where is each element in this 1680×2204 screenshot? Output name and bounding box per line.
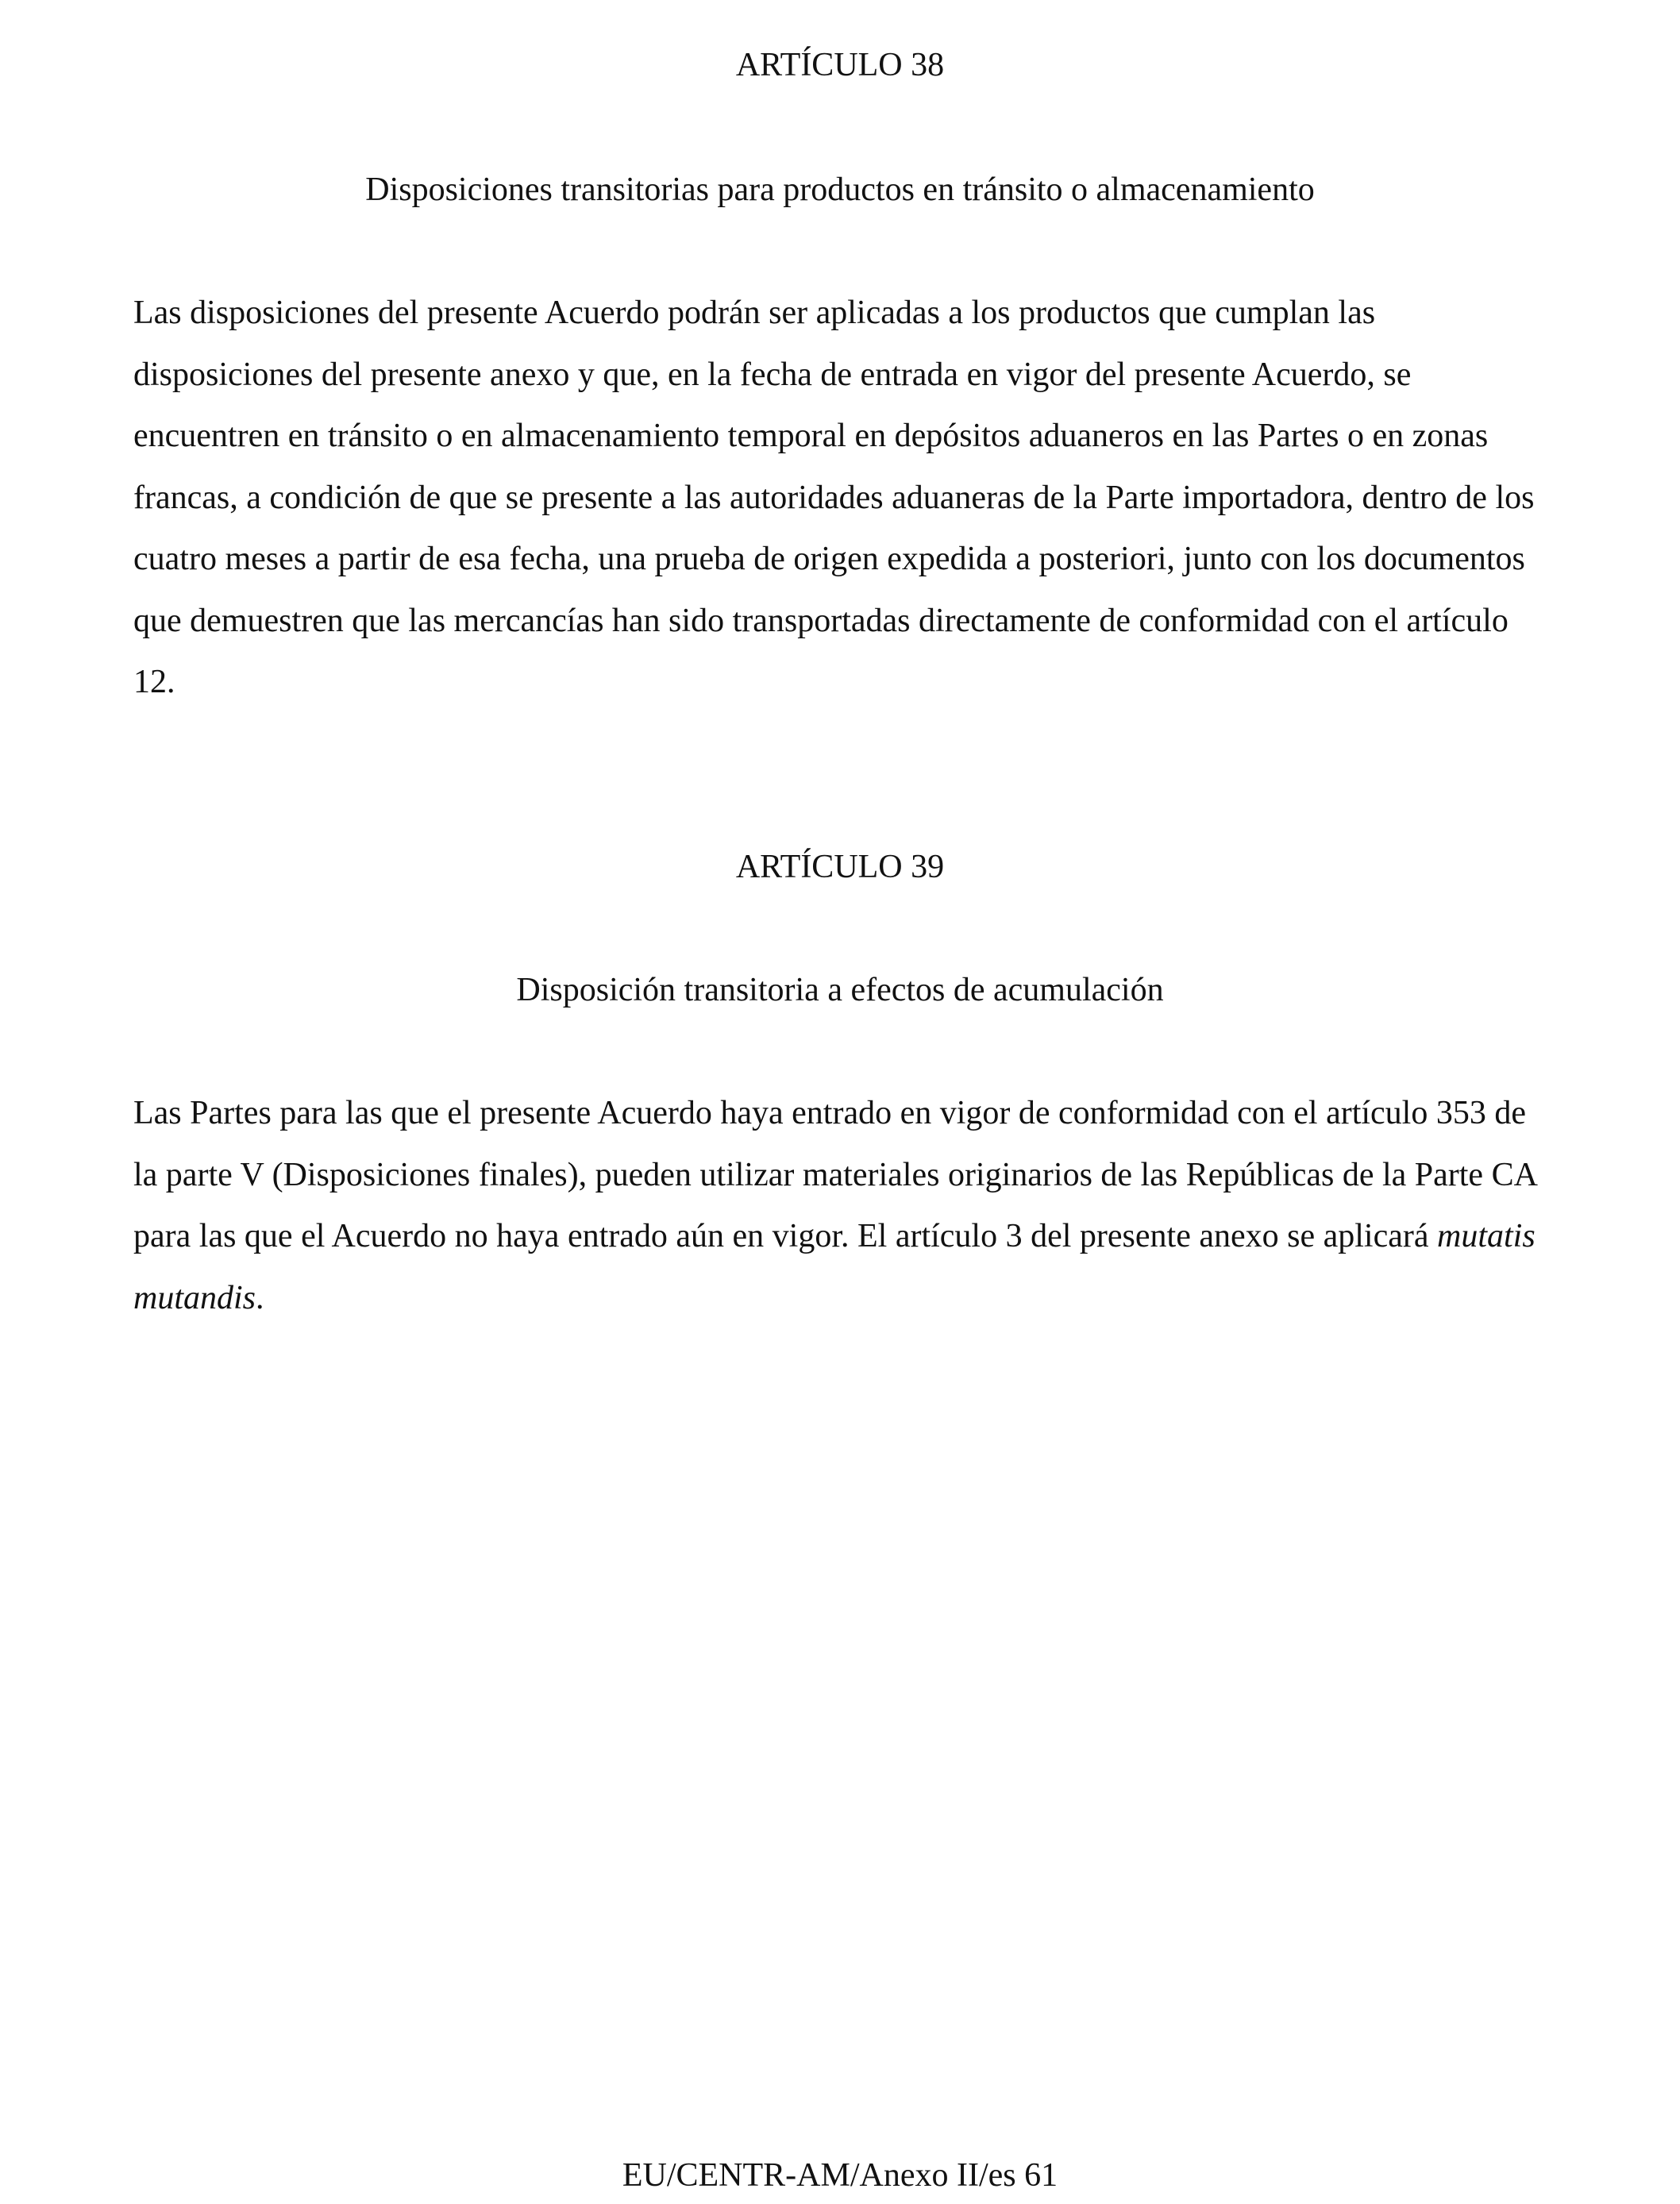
article-39-number: ARTÍCULO 39: [735, 849, 945, 885]
article-39-body-italic: mutatis mutandis: [133, 1218, 1536, 1316]
article-39-body-text: Las Partes para las que el presente Acuerdo haya entrado en vigor de conformidad con el artículo 353 de la parte V (Disposiciones finales), pueden utilizar materiales originarios de las Repúblicas de la Parte CA para las que el Acuerdo no haya entrado aún en vigor. El artículo 3 del presente anexo se aplicará: [133, 1095, 1536, 1254]
page-footer-reference: EU/CENTR-AM/Anexo II/es 61: [622, 2157, 1058, 2194]
article-38-body: Las disposiciones del presente Acuerdo podrán ser aplicadas a los productos que cumplan las disposiciones del presente anexo y que, en la fecha de entrada en vigor del presente Acuerdo, se encuentren en tránsito o en almacenamiento temporal en depósitos aduaneros en las Partes o en zonas francas, a condición de que se presente a las autoridades aduaneras de la Parte importadora, dentro de los cuatro meses a partir de esa fecha, una prueba de origen expedida a posteriori, junto con los documentos que demuestren que las mercancías han sido transportadas directamente de conformidad con el artículo 12.: [133, 295, 1535, 700]
article-38-title: Disposiciones transitorias para productos en tránsito o almacenamiento: [365, 171, 1315, 208]
article-39-title: Disposición transitoria a efectos de acumulación: [516, 972, 1164, 1008]
article-39-body: [133, 1083, 1555, 1329]
article-39-body-end: .: [256, 1279, 264, 1316]
article-38-number: ARTÍCULO 38: [735, 47, 945, 83]
